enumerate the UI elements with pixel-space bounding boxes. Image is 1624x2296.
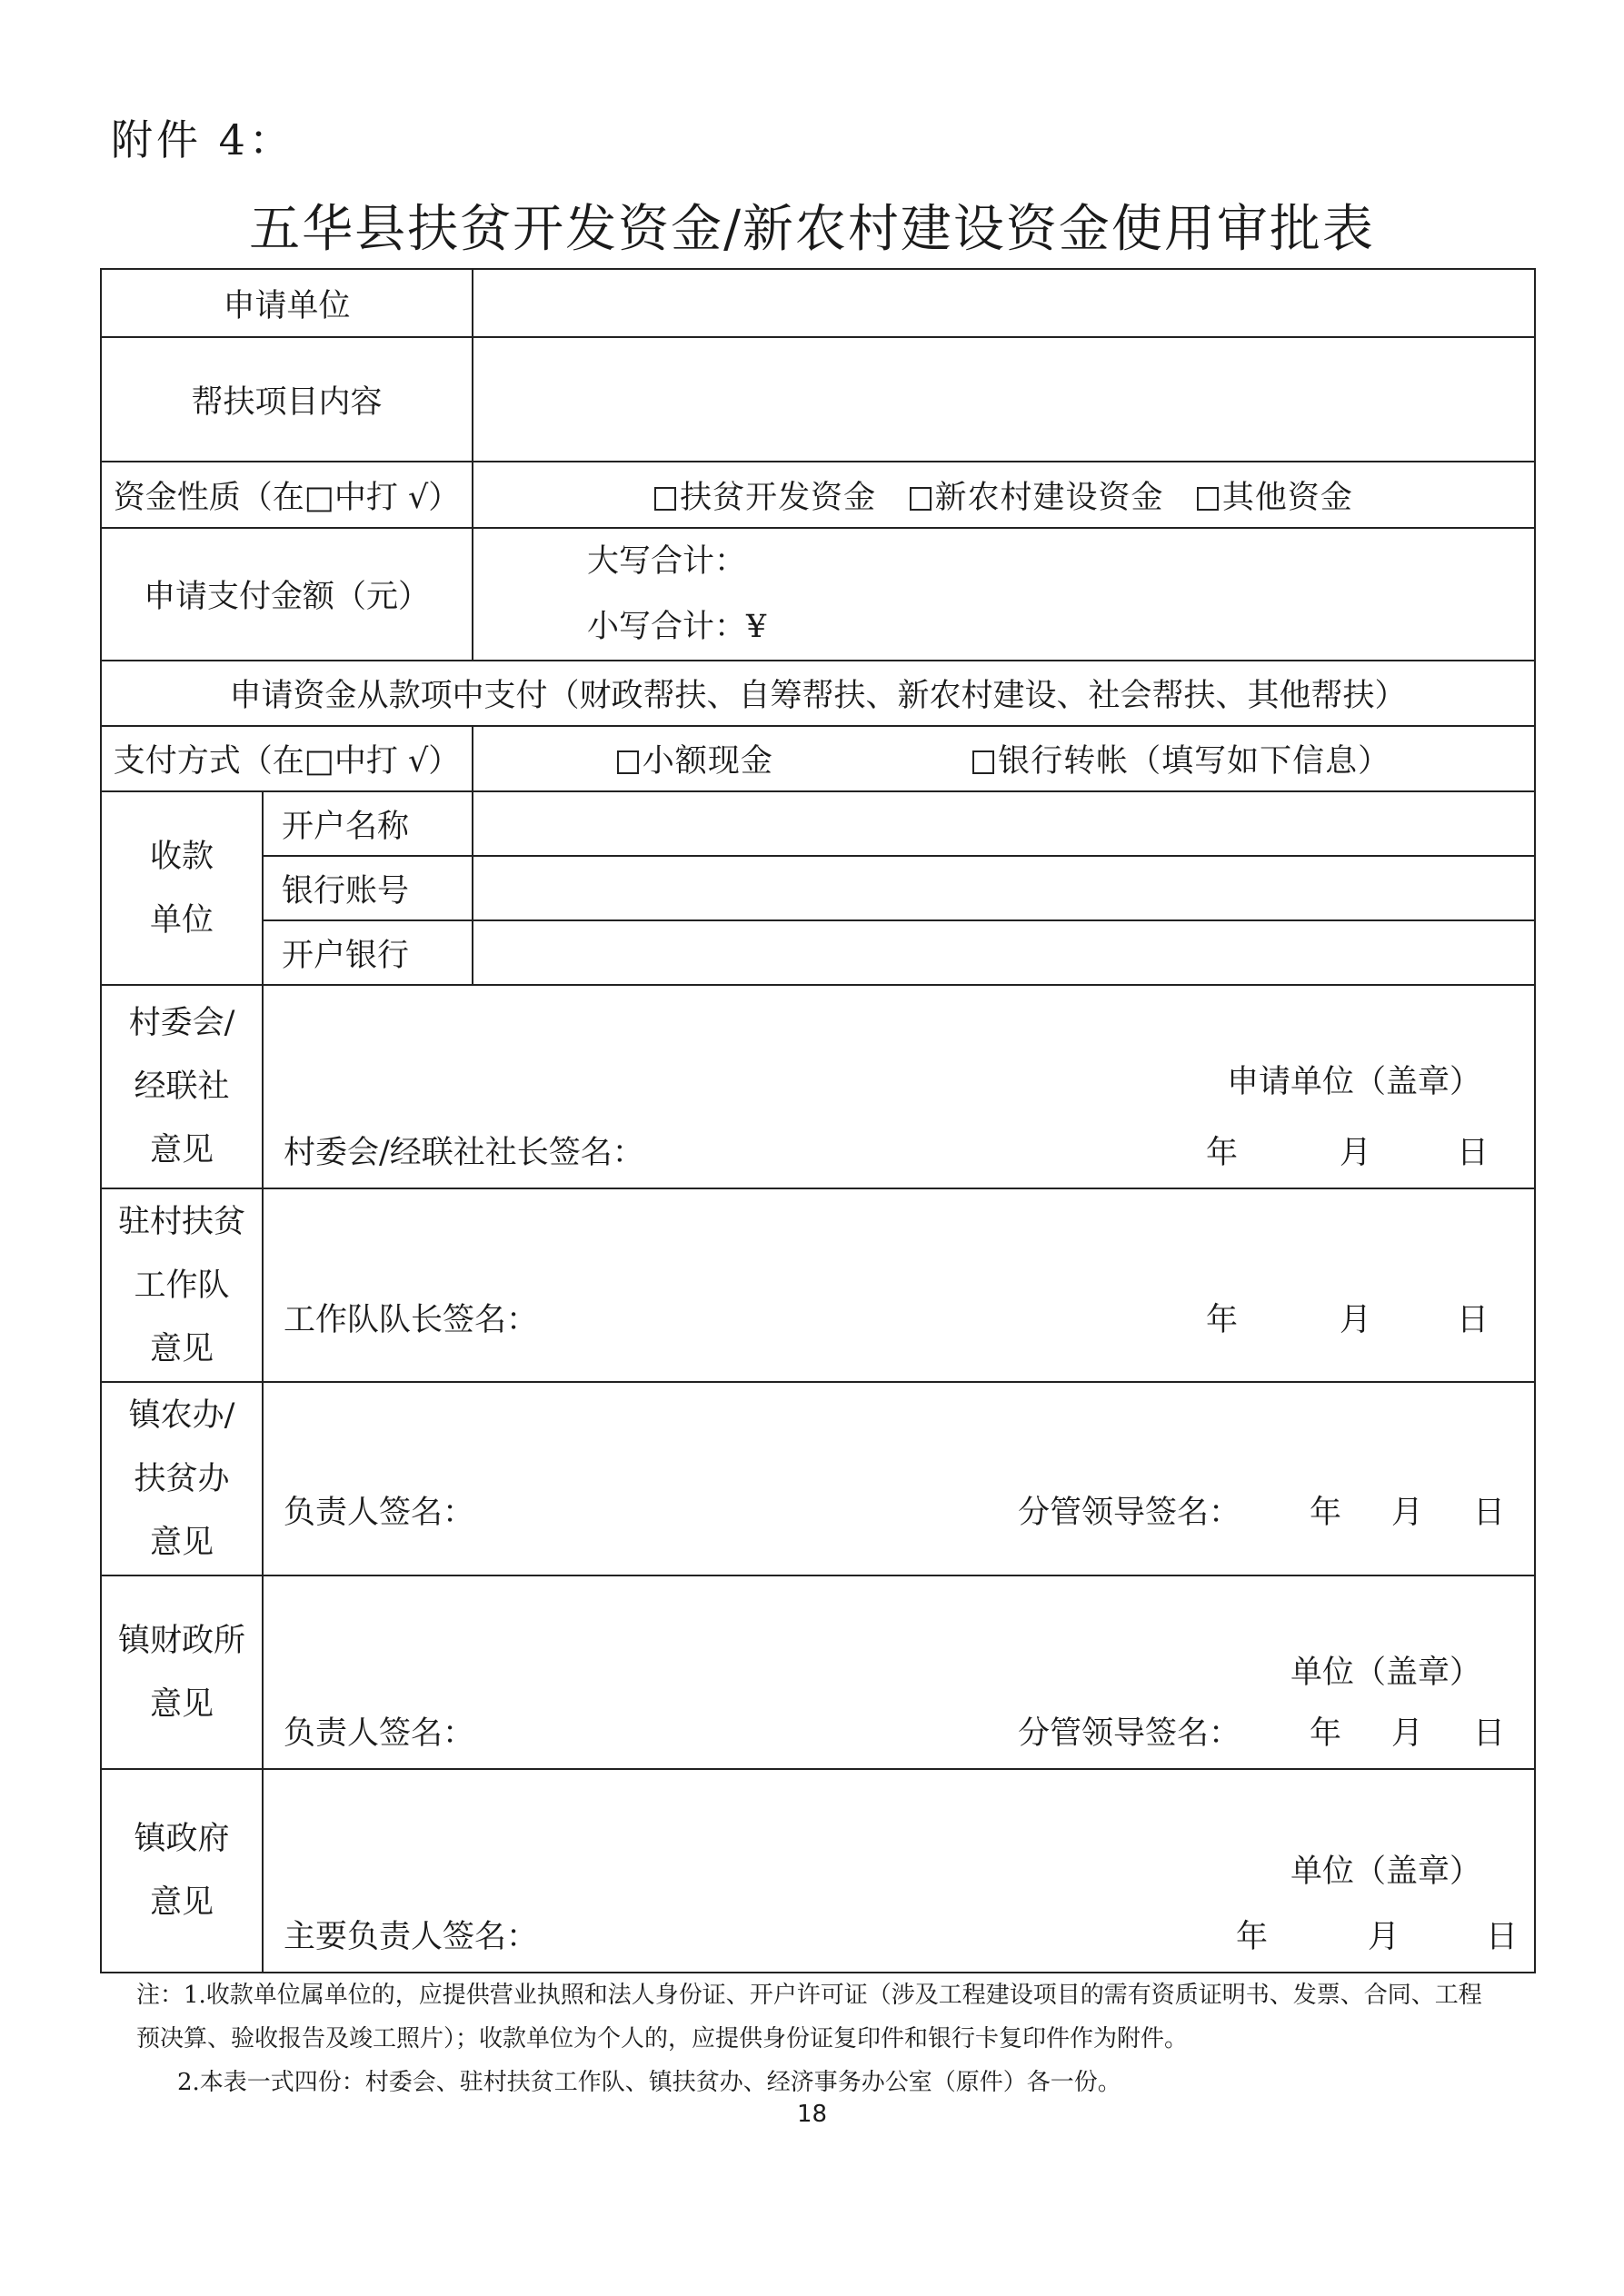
row-applicant xyxy=(101,269,1535,337)
govt-seal-label: 单位（盖章） xyxy=(1290,1854,1482,1890)
agri-opinion-label: 镇农办/ 扶贫办 意见 xyxy=(101,1382,263,1575)
village-opinion-field[interactable] xyxy=(263,985,1535,1188)
checkbox-icon xyxy=(972,750,994,774)
team-date: 年 月 日 xyxy=(1205,1302,1489,1338)
agri-date: 年 月 日 xyxy=(1309,1495,1506,1531)
note-1-line-1: 注：1.收款单位属单位的，应提供营业执照和法人身份证、开户许可证（涉及工程建设项目的需有资质证明书、发票、合同、工程 xyxy=(136,1982,1482,2009)
payment-option-cash[interactable]: 小额现金 xyxy=(617,743,773,780)
payment-options xyxy=(473,726,1535,791)
note-1-line-2: 预决算、验收报告及竣工照片）；收款单位为个人的，应提供身份证复印件和银行卡复印件作为附件。 xyxy=(136,2025,1189,2052)
amount-upper-label: 大写合计： xyxy=(587,543,747,580)
row-payee-name xyxy=(101,791,1535,856)
village-opinion-label: 村委会/ 经联社 意见 xyxy=(101,985,263,1188)
applicant-field[interactable] xyxy=(473,269,1535,337)
project-field[interactable] xyxy=(473,337,1535,462)
payee-label: 收款 单位 xyxy=(101,791,263,985)
finance-opinion-label: 镇财政所 意见 xyxy=(101,1575,263,1769)
team-opinion-field[interactable] xyxy=(263,1188,1535,1382)
village-date: 年 月 日 xyxy=(1205,1135,1489,1171)
account-name-label: 开户名称 xyxy=(263,791,473,856)
fund-nature-label: 资金性质（在□中打 √） xyxy=(101,462,473,528)
agri-signature-label: 负责人签名： xyxy=(284,1495,475,1531)
bank-name-label: 开户银行 xyxy=(263,920,473,985)
checkbox-icon xyxy=(1197,487,1219,511)
row-payee-bank xyxy=(101,920,1535,985)
bank-name-field[interactable] xyxy=(473,920,1535,985)
govt-signature-label: 主要负责人签名： xyxy=(284,1919,539,1955)
fund-options xyxy=(473,462,1535,528)
note-2: 2.本表一式四份：村委会、驻村扶贫工作队、镇扶贫办、经济事务办公室（原件）各一份。 xyxy=(177,2069,1121,2096)
checkbox-icon xyxy=(654,487,676,511)
checkbox-icon xyxy=(617,750,639,774)
amount-lower-label: 小写合计：¥ xyxy=(587,609,767,645)
agri-opinion-field[interactable] xyxy=(263,1382,1535,1575)
finance-seal-label: 单位（盖章） xyxy=(1290,1655,1482,1691)
row-payment xyxy=(101,726,1535,791)
checkbox-icon xyxy=(910,487,932,511)
fund-option-other[interactable]: 其他资金 xyxy=(1197,480,1353,516)
govt-opinion-field[interactable] xyxy=(263,1769,1535,1973)
page-number: 18 xyxy=(796,2101,828,2128)
account-name-field[interactable] xyxy=(473,791,1535,856)
payment-label: 支付方式（在□中打 √） xyxy=(101,726,473,791)
account-number-label: 银行账号 xyxy=(263,856,473,920)
fund-option-poverty[interactable]: 扶贫开发资金 xyxy=(654,480,876,516)
finance-signature-label: 负责人签名： xyxy=(284,1715,475,1752)
finance-leader-label: 分管领导签名： xyxy=(1018,1715,1241,1752)
project-label: 帮扶项目内容 xyxy=(101,337,473,462)
row-team-opinion xyxy=(101,1188,1535,1382)
team-opinion-label: 驻村扶贫 工作队 意见 xyxy=(101,1188,263,1382)
attachment-label: 附件 4： xyxy=(111,115,294,164)
team-signature-label: 工作队队长签名： xyxy=(284,1302,539,1338)
approval-form-table xyxy=(100,268,1536,1973)
row-amount xyxy=(101,528,1535,661)
village-seal-label: 申请单位（盖章） xyxy=(1227,1064,1482,1100)
row-project xyxy=(101,337,1535,462)
village-signature-label: 村委会/经联社社长签名： xyxy=(284,1135,644,1171)
agri-leader-label: 分管领导签名： xyxy=(1018,1495,1241,1531)
form-title: 五华县扶贫开发资金/新农村建设资金使用审批表 xyxy=(249,200,1375,259)
row-payee-account xyxy=(101,856,1535,920)
account-number-field[interactable] xyxy=(473,856,1535,920)
govt-opinion-label: 镇政府 意见 xyxy=(101,1769,263,1973)
row-finance-opinion xyxy=(101,1575,1535,1769)
payment-option-bank[interactable]: 银行转帐（填写如下信息） xyxy=(972,743,1390,780)
row-fund-source xyxy=(101,661,1535,726)
amount-label: 申请支付金额（元） xyxy=(101,528,473,661)
fund-option-rural[interactable]: 新农村建设资金 xyxy=(910,480,1164,516)
applicant-label: 申请单位 xyxy=(101,269,473,337)
finance-opinion-field[interactable] xyxy=(263,1575,1535,1769)
row-agri-opinion xyxy=(101,1382,1535,1575)
amount-field[interactable] xyxy=(473,528,1535,661)
fund-source-text: 申请资金从款项中支付（财政帮扶、自筹帮扶、新农村建设、社会帮扶、其他帮扶） xyxy=(101,661,1535,726)
govt-date: 年 月 日 xyxy=(1235,1919,1519,1955)
row-village-opinion xyxy=(101,985,1535,1188)
finance-date: 年 月 日 xyxy=(1309,1715,1506,1752)
row-fund-nature xyxy=(101,462,1535,528)
row-govt-opinion xyxy=(101,1769,1535,1973)
